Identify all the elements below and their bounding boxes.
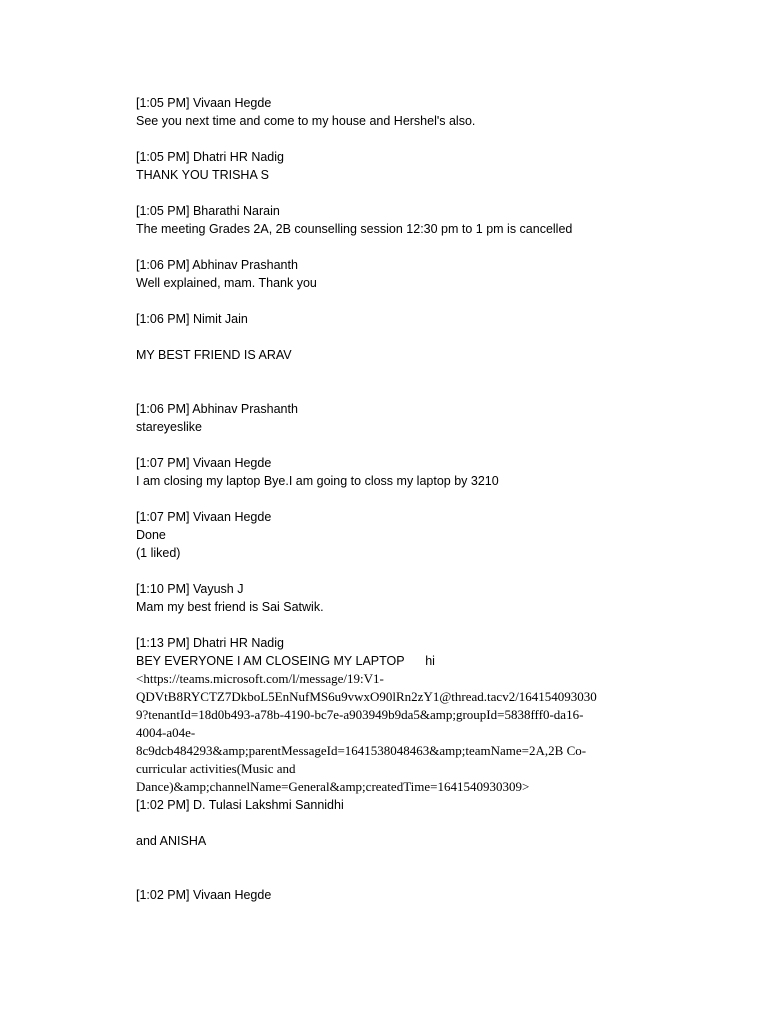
message-header: [1:06 PM] Nimit Jain	[136, 312, 248, 326]
blank-line	[136, 868, 696, 886]
chat-messages-continued	[136, 796, 696, 904]
message-text: The meeting Grades 2A, 2B counselling session 12:30 pm to 1 pm is cancelled	[136, 222, 573, 236]
message-header: [1:02 PM] Vivaan Hegde	[136, 888, 272, 902]
blank-line	[136, 382, 696, 400]
message-text: I am closing my laptop Bye.I am going to closs my laptop by 3210	[136, 474, 499, 488]
message-text: See you next time and come to my house and Hershel's also.	[136, 114, 476, 128]
link-line[interactable]: Dance)&amp;channelName=General&amp;createdTime=1641540930309>	[136, 779, 530, 794]
blank-line	[136, 292, 696, 310]
message-text: BEY EVERYONE I AM CLOSEING MY LAPTOP hi	[136, 654, 435, 668]
link-line[interactable]: curricular activities(Music and	[136, 761, 296, 776]
message-text: (1 liked)	[136, 546, 181, 560]
message-text: MY BEST FRIEND IS ARAV	[136, 348, 292, 362]
blank-line	[136, 184, 696, 202]
message-header: [1:05 PM] Dhatri HR Nadig	[136, 150, 284, 164]
message-text: stareyeslike	[136, 420, 202, 434]
teams-message-link	[136, 670, 696, 796]
message-header: [1:07 PM] Vivaan Hegde	[136, 456, 272, 470]
message-header: [1:05 PM] Vivaan Hegde	[136, 96, 272, 110]
blank-line	[136, 616, 696, 634]
message-header: [1:06 PM] Abhinav Prashanth	[136, 258, 298, 272]
blank-line	[136, 328, 696, 346]
blank-line	[136, 238, 696, 256]
message-text: Mam my best friend is Sai Satwik.	[136, 600, 324, 614]
message-text: and ANISHA	[136, 834, 207, 848]
message-header: [1:02 PM] D. Tulasi Lakshmi Sannidhi	[136, 798, 344, 812]
message-header: [1:10 PM] Vayush J	[136, 582, 244, 596]
blank-line	[136, 490, 696, 508]
blank-line	[136, 562, 696, 580]
chat-messages	[136, 94, 696, 670]
blank-line	[136, 814, 696, 832]
link-line[interactable]: QDVtB8RYCTZ7DkboL5EnNufMS6u9vwxO90lRn2zY1@thread.tacv2/164154093030	[136, 689, 597, 704]
blank-line	[136, 130, 696, 148]
link-line[interactable]: 8c9dcb484293&amp;parentMessageId=1641538048463&amp;teamName=2A,2B Co-	[136, 743, 587, 758]
blank-line	[136, 850, 696, 868]
message-text: THANK YOU TRISHA S	[136, 168, 269, 182]
chat-transcript-document	[136, 94, 696, 904]
message-header: [1:06 PM] Abhinav Prashanth	[136, 402, 298, 416]
blank-line	[136, 364, 696, 382]
link-line[interactable]: 4004-a04e-	[136, 725, 196, 740]
message-text: Well explained, mam. Thank you	[136, 276, 317, 290]
blank-line	[136, 436, 696, 454]
message-header: [1:13 PM] Dhatri HR Nadig	[136, 636, 284, 650]
message-text: Done	[136, 528, 166, 542]
message-header: [1:07 PM] Vivaan Hegde	[136, 510, 272, 524]
link-line[interactable]: 9?tenantId=18d0b493-a78b-4190-bc7e-a903949b9da5&amp;groupId=5838fff0-da16-	[136, 707, 584, 722]
link-line[interactable]: <https://teams.microsoft.com/l/message/19:V1-	[136, 671, 384, 686]
message-header: [1:05 PM] Bharathi Narain	[136, 204, 280, 218]
